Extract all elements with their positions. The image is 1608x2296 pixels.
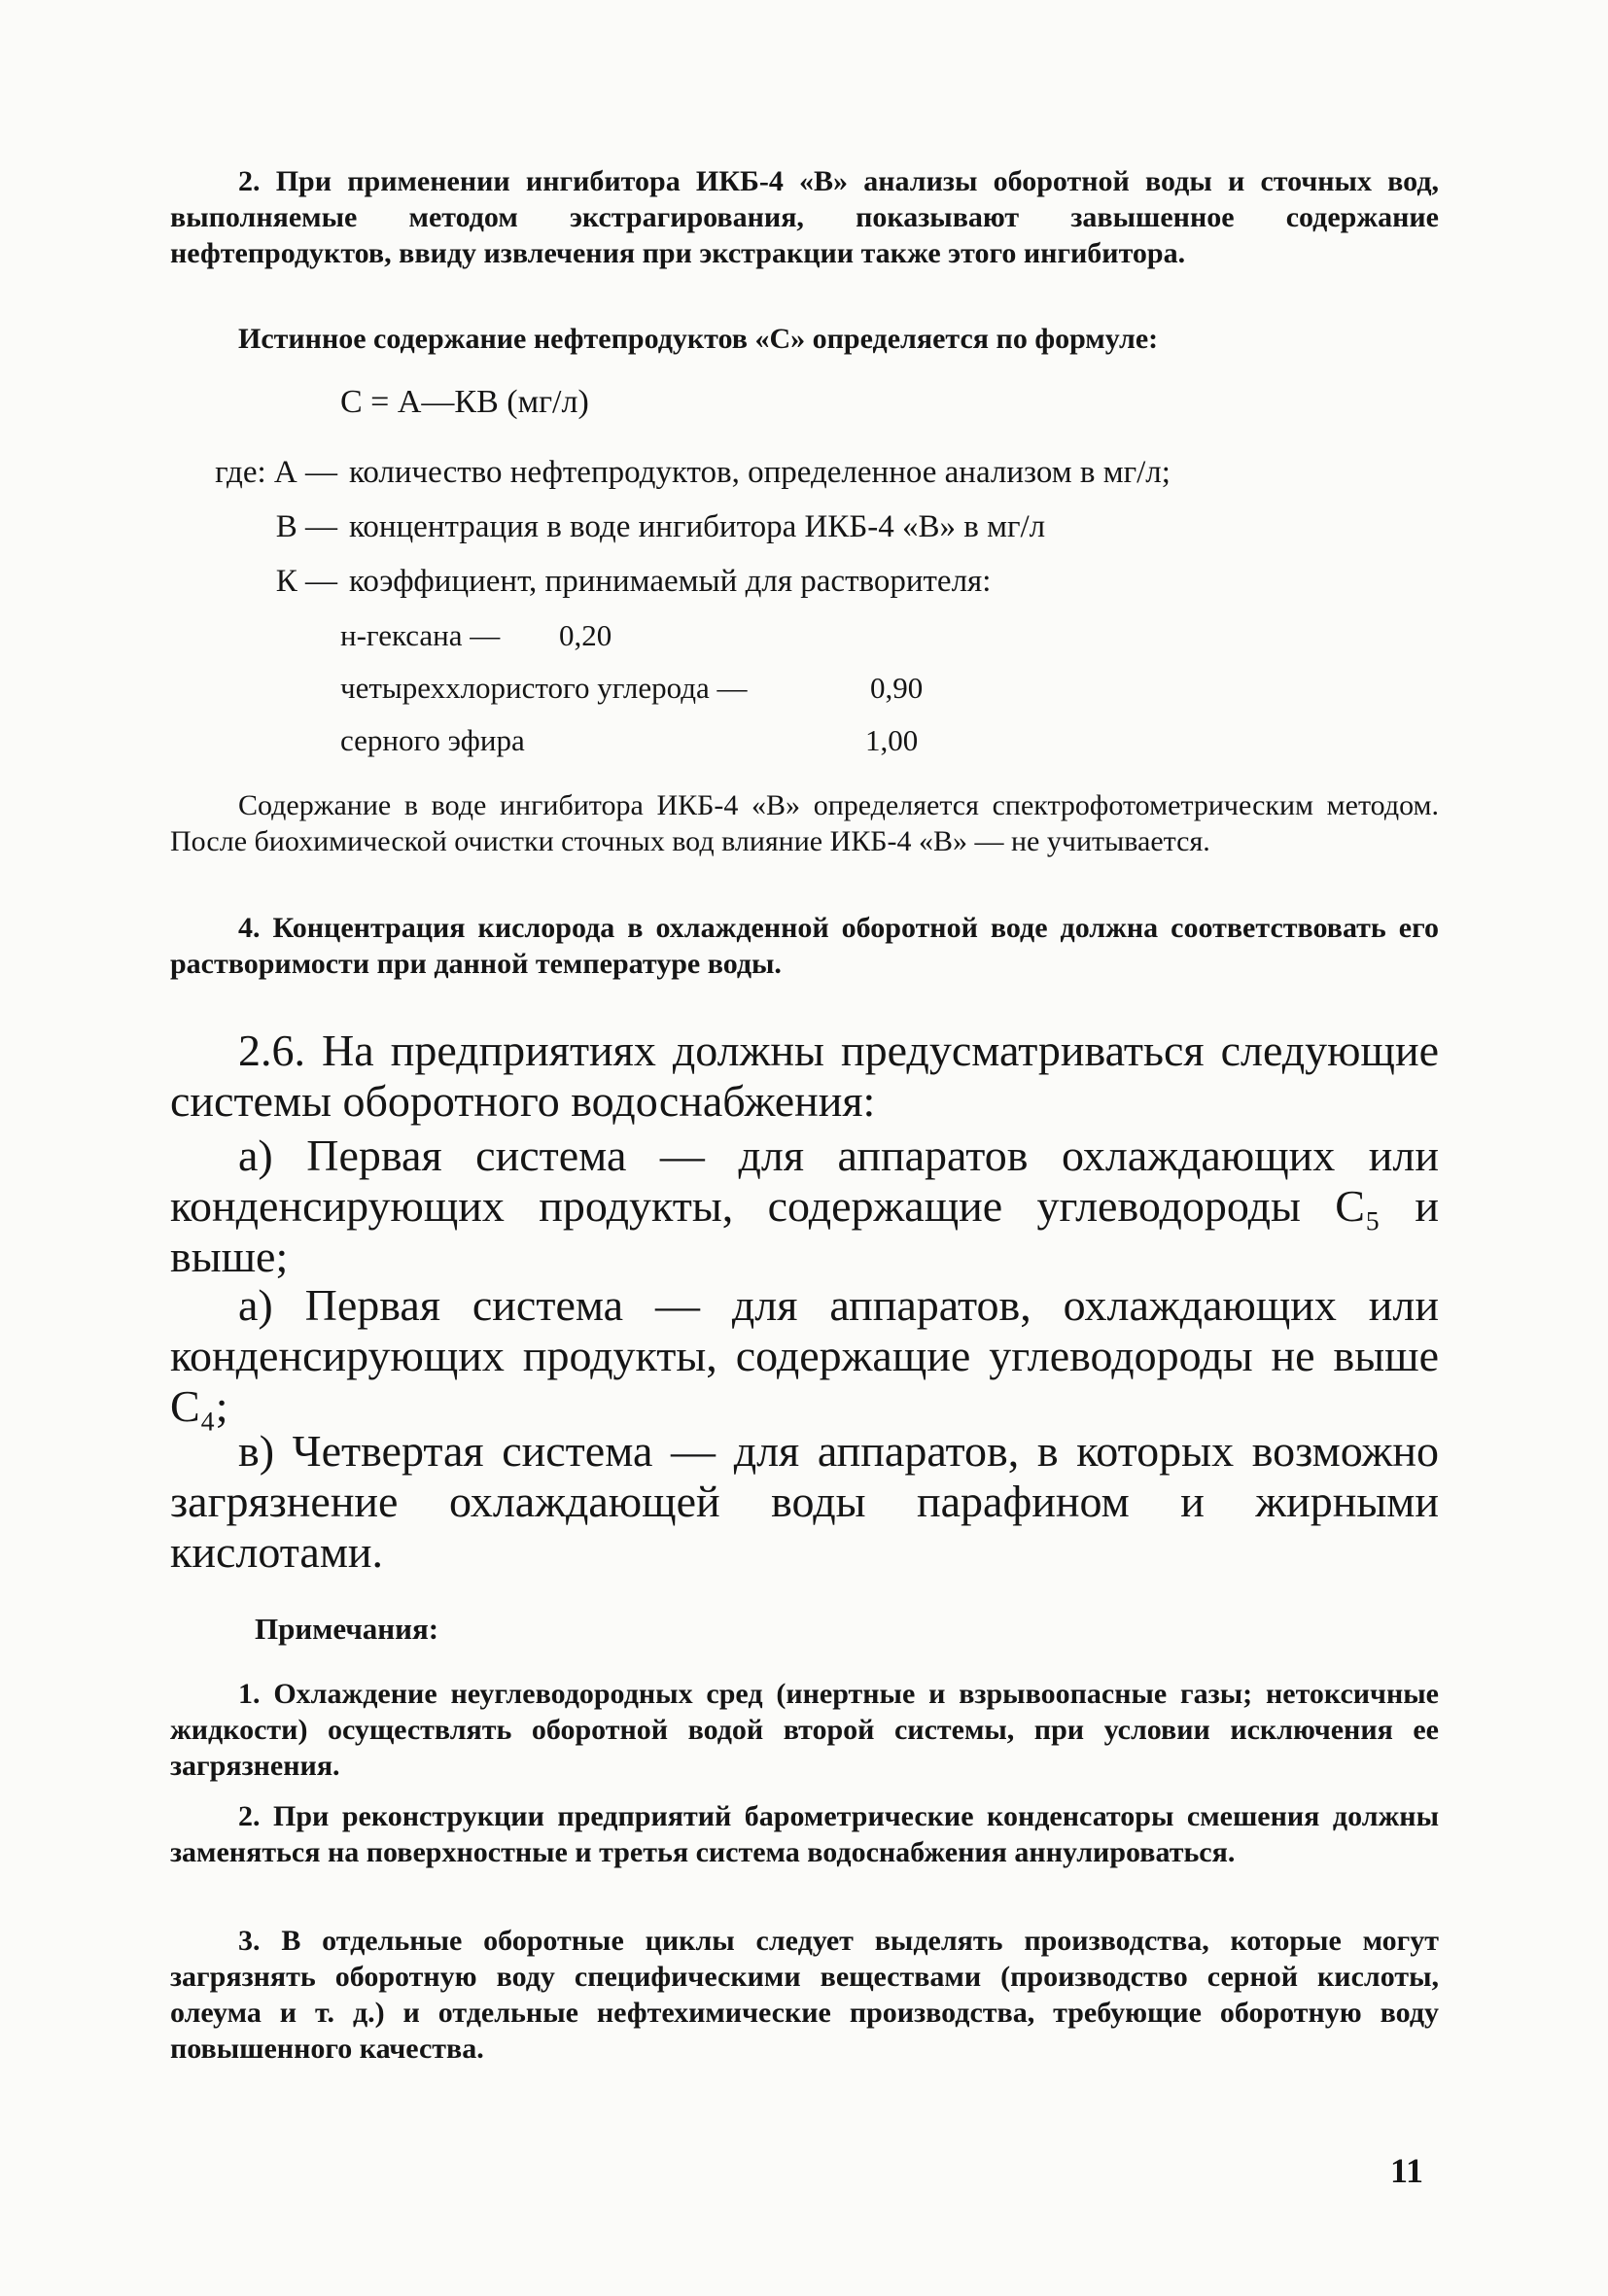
legend-a-symbol: где: А —	[215, 455, 337, 490]
coefficient-name: серного эфира	[340, 723, 525, 757]
system-item: в) Четвертая система — для аппаратов, в которых возможно загрязнение охлаждающей воды парафином и жирными кислотами.	[170, 1426, 1439, 1577]
system-item: а) Первая система — для аппаратов, охлаждающих или конденсирующих продукты, содержащие углеводороды не выше С₄;	[170, 1280, 1439, 1431]
coefficient-value: 1,00	[865, 723, 919, 757]
legend-a	[167, 455, 1171, 491]
note-item: 2. При реконструкции предприятий барометрические конденсаторы смешения должны заменяться на поверхностные и третья система водоснабжения аннулироваться.	[170, 1800, 1439, 1868]
paragraph-true-content: Истинное содержание нефтепродуктов «С» определяется по формуле:	[238, 323, 1159, 355]
legend-k-symbol: К —	[275, 564, 337, 599]
coefficient-value: 0,20	[559, 618, 612, 652]
legend-k-text: коэффициент, принимаемый для растворителя:	[349, 564, 992, 599]
section-2-6-intro: 2.6. На предприятиях должны предусматриваться следующие системы оборотного водоснабжения:	[170, 1026, 1439, 1126]
legend-b	[167, 509, 1045, 545]
system-item: а) Первая система — для аппаратов охлаждающих или конденсирующих продукты, содержащие углеводороды С₅ и выше;	[170, 1131, 1439, 1281]
legend-b-symbol: В —	[275, 509, 337, 544]
coefficient-row	[340, 723, 919, 758]
coefficient-row	[340, 671, 924, 706]
paragraph-oxygen-concentration: 4. Концентрация кислорода в охлажденной оборотной воде должна соответствовать его растворимости при данной температуре воды.	[170, 912, 1439, 980]
legend-a-text: количество нефтепродуктов, определенное анализом в мг/л;	[349, 455, 1171, 490]
paragraph-inhibitor-analysis: 2. При применении ингибитора ИКБ-4 «В» анализы оборотной воды и сточных вод, выполняемые методом экстрагирования, показывают завышенное содержание нефтепродуктов, ввиду извлечения при экстракции также этого ингибитора.	[170, 165, 1439, 269]
coefficient-row	[340, 618, 612, 653]
legend-b-text: концентрация в воде ингибитора ИКБ-4 «В» в мг/л	[349, 509, 1046, 544]
note-item: 3. В отдельные оборотные циклы следует выделять производства, которые могут загрязнять оборотную воду специфическими веществами (производство серной кислоты, олеума и т. д.) и отдельные нефтехимические производства, требующие оборотную воду повышенного качества.	[170, 1925, 1439, 2065]
coefficient-name: н-гексана —	[340, 618, 501, 652]
paragraph-spectrophotometric: Содержание в воде ингибитора ИКБ-4 «В» определяется спектрофотометрическим методом. После биохимической очистки сточных вод влияние ИКБ-4 «В» — не учитывается.	[170, 789, 1439, 857]
coefficient-name: четыреххлористого углерода —	[340, 671, 748, 705]
note-item: 1. Охлаждение неуглеводородных сред (инертные и взрывоопасные газы; нетоксичные жидкости) осуществлять оборотной водой второй системы, при условии исключения ее загрязнения.	[170, 1678, 1439, 1782]
formula: С = А—КВ (мг/л)	[340, 384, 589, 420]
legend-k	[167, 564, 991, 600]
coefficient-value: 0,90	[870, 671, 924, 705]
page-number: 11	[1390, 2151, 1424, 2190]
notes-title: Примечания:	[255, 1612, 439, 1646]
